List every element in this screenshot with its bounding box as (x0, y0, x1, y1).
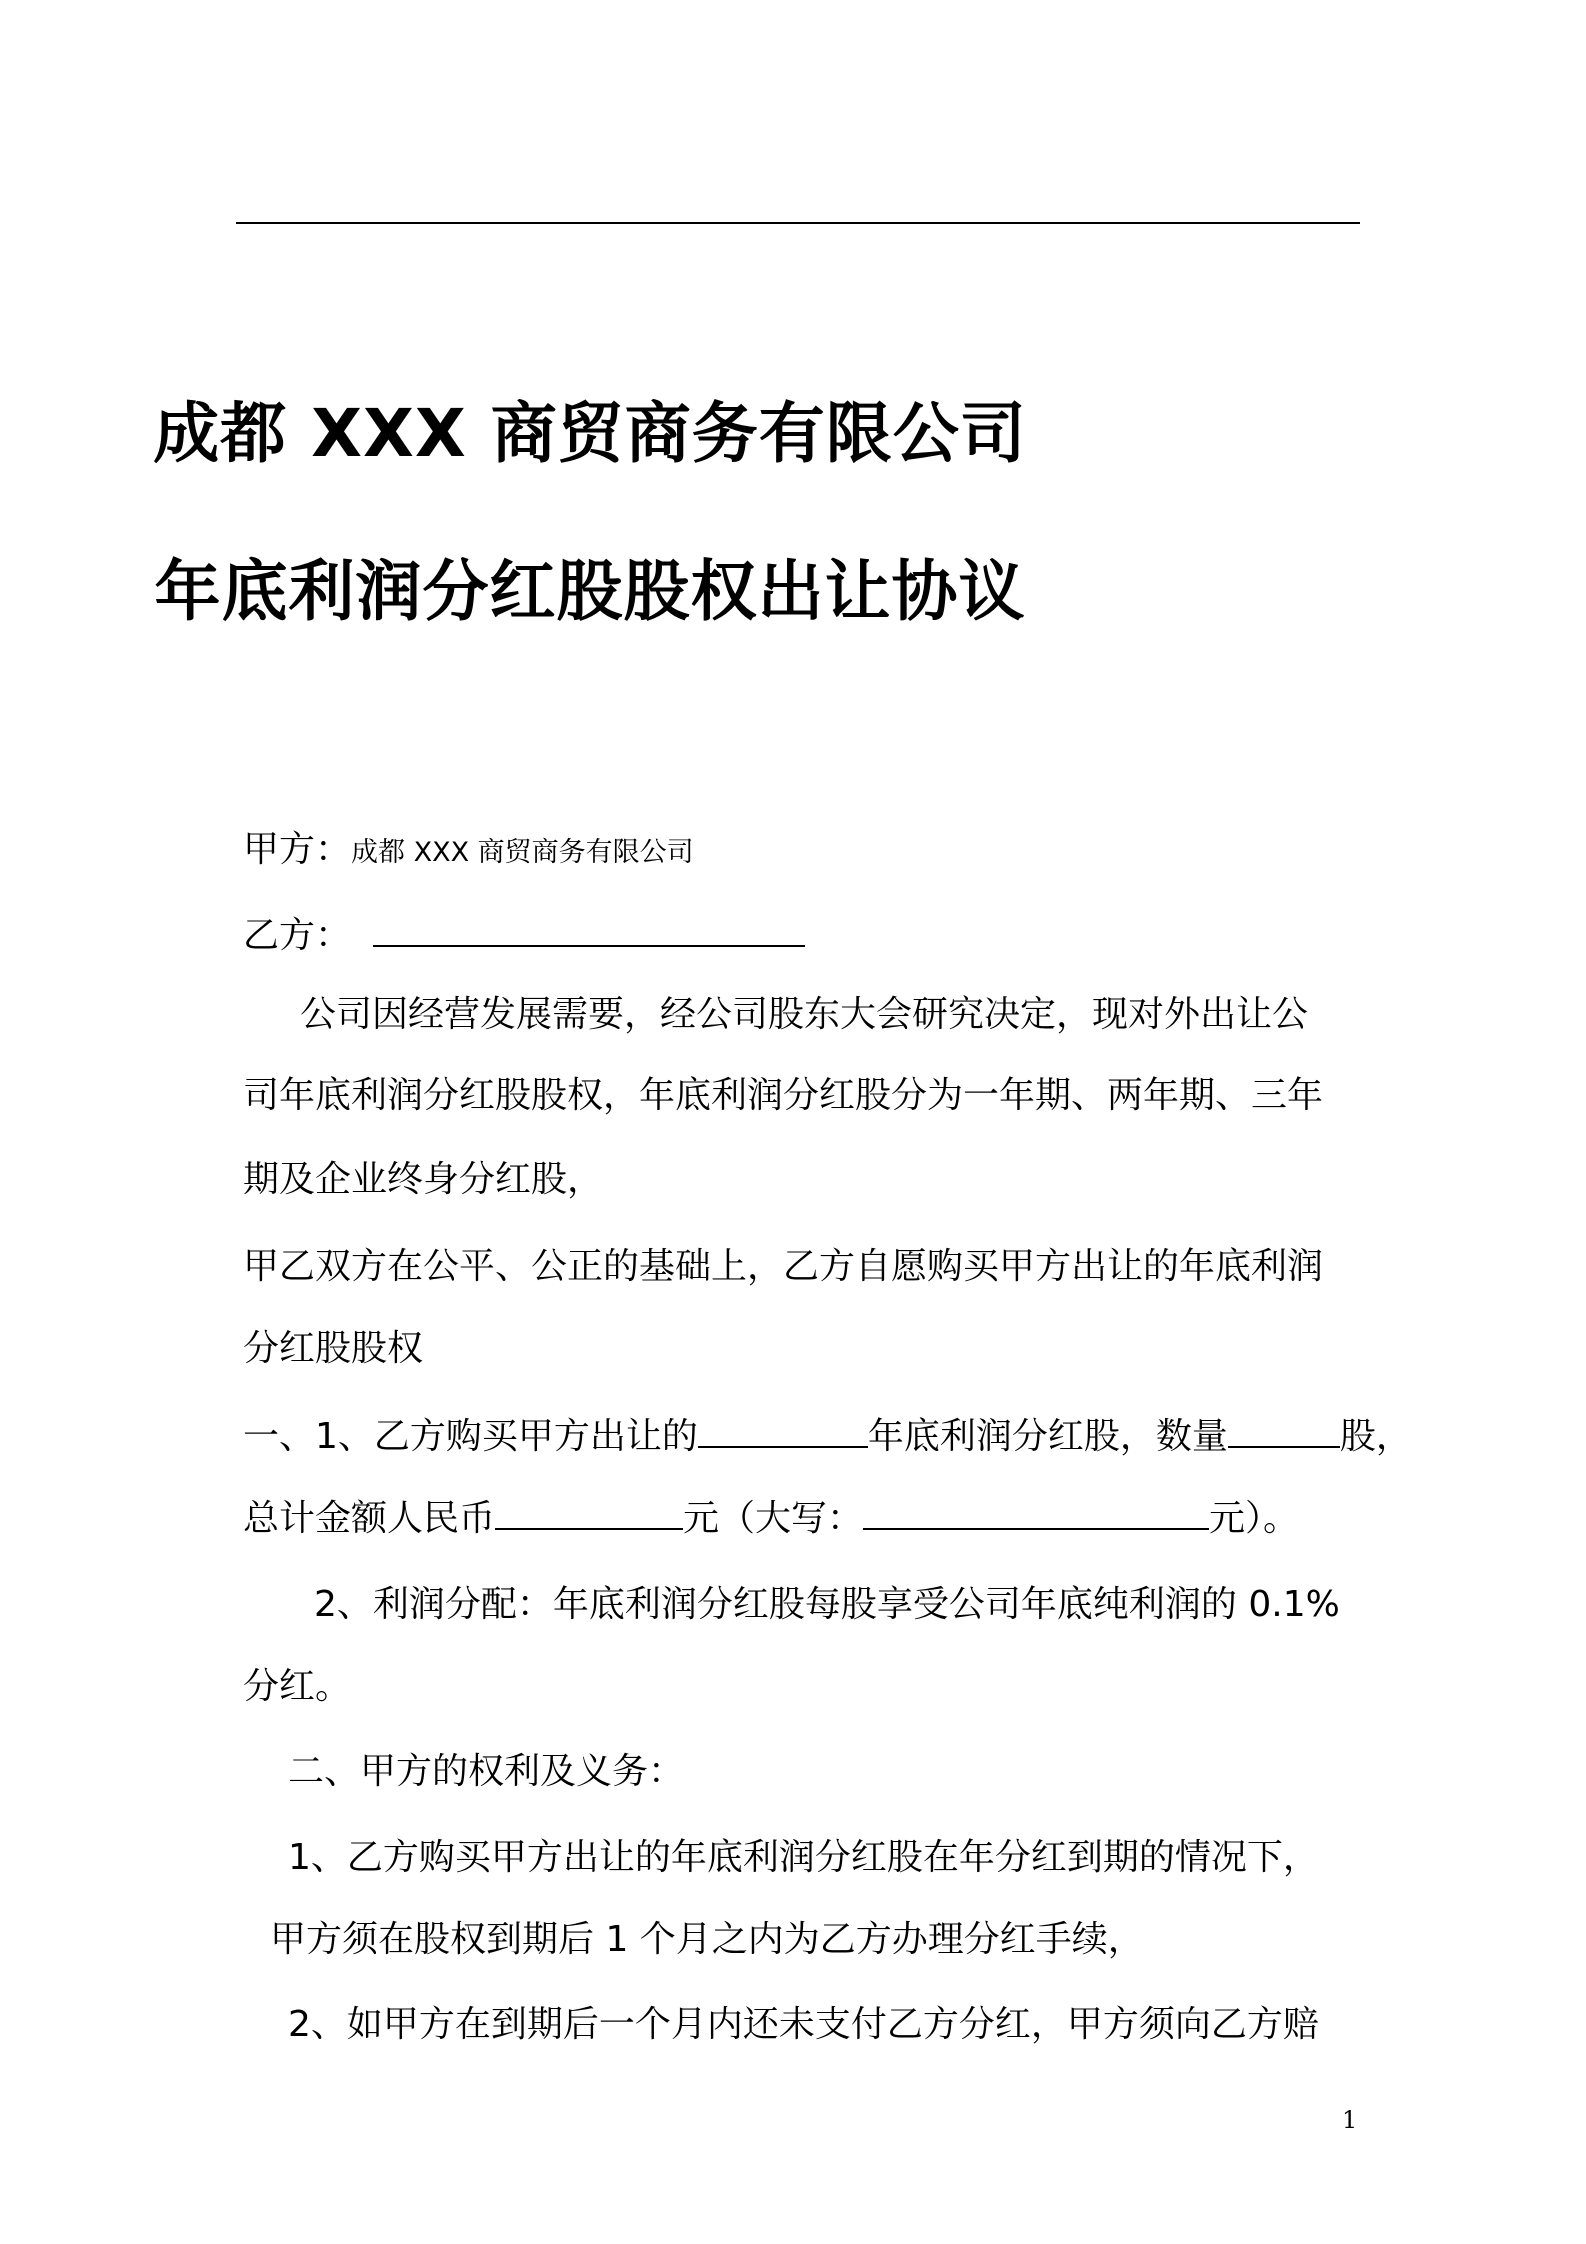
party-a-label: 甲方： (243, 829, 352, 870)
document-title-line1: 成都 XXX 商贸商务有限公司 (153, 395, 1027, 472)
clause-1-text-a: 一、1、乙方购买甲方出让的 (243, 1416, 698, 1457)
clause-2-line-2: 分红。 (243, 1666, 352, 1707)
party-b-label: 乙方： (243, 915, 352, 956)
section-2-item-1-line-2: 甲方须在股权到期后 1 个月之内为乙方办理分红手续， (270, 1919, 1144, 1960)
paragraph-1-line-2: 司年底利润分红股股权，年底利润分红股分为一年期、两年期、三年 (243, 1075, 1324, 1116)
amount-blank[interactable] (495, 1492, 683, 1530)
section-2-item-1-line-1: 1、乙方购买甲方出让的年底利润分红股在年分红到期的情况下， (288, 1837, 1319, 1878)
clause-1-text-d: 总计金额人民币 (243, 1498, 496, 1539)
paragraph-2-line-1: 甲乙双方在公平、公正的基础上，乙方自愿购买甲方出让的年底利润 (243, 1246, 1324, 1287)
page-number: 1 (1342, 2106, 1358, 2134)
section-2-item-2-line-1: 2、如甲方在到期后一个月内还未支付乙方分红，甲方须向乙方赔 (288, 2004, 1319, 2045)
header-rule (236, 222, 1360, 224)
party-b-blank[interactable] (373, 909, 805, 947)
document-title-line2: 年底利润分红股股权出让协议 (154, 553, 1026, 630)
clause-1-text-c: 股， (1339, 1416, 1412, 1457)
clause-2-line-1: 2、利润分配：年底利润分红股每股享受公司年底纯利润的 0.1% (314, 1584, 1340, 1625)
party-a-line (243, 825, 694, 878)
amount-in-words-blank[interactable] (863, 1492, 1209, 1530)
clause-1-text-f: 元）。 (1209, 1498, 1300, 1539)
share-type-blank[interactable] (698, 1410, 868, 1448)
paragraph-1-line-1: 公司因经营发展需要，经公司股东大会研究决定，现对外出让公 (300, 994, 1309, 1035)
paragraph-1-line-3: 期及企业终身分红股， (243, 1159, 604, 1200)
paragraph-2-line-2: 分红股股权 (243, 1328, 424, 1369)
clause-1-line-2 (243, 1492, 1299, 1544)
section-2-heading: 二、甲方的权利及义务： (288, 1751, 685, 1792)
party-b-line (243, 909, 805, 961)
share-quantity-blank[interactable] (1228, 1410, 1340, 1448)
clause-1-line-1 (243, 1410, 1412, 1462)
clause-1-text-b: 年底利润分红股，数量 (867, 1416, 1228, 1457)
clause-1-text-e: 元（大写： (683, 1498, 864, 1539)
party-a-value: 成都 XXX 商贸商务有限公司 (351, 837, 694, 868)
